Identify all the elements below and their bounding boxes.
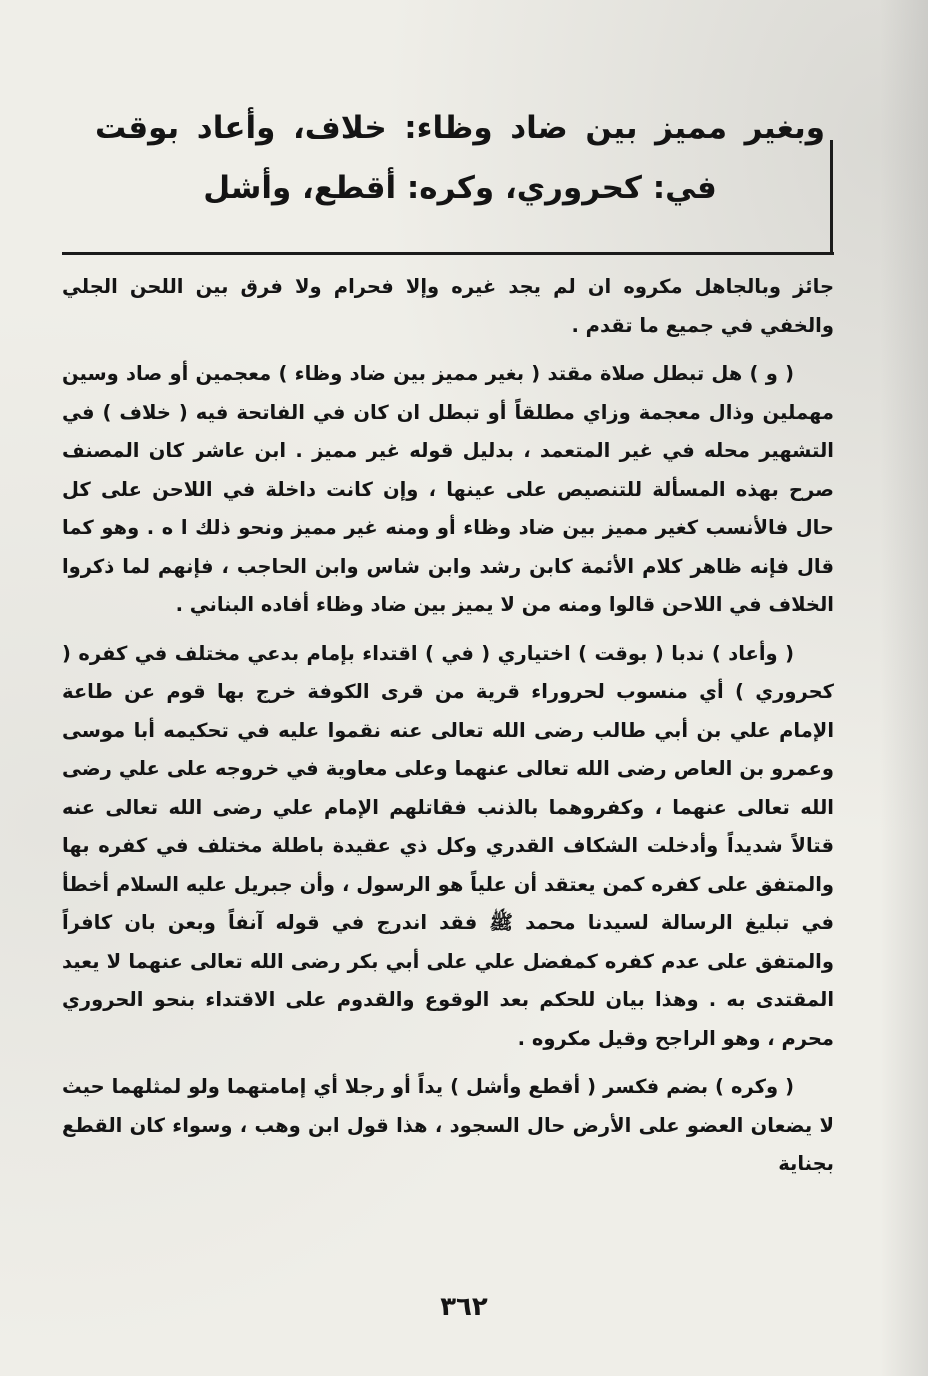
page-number: ٣٦٢ xyxy=(440,1292,488,1322)
commentary-paragraph: ( و ) هل تبطل صلاة مقتد ( بغير مميز بين ضاد وظاء ) معجمين أو صاد وسين مهملين وذال معجمة وزاي مطلقاً أو تبطل ان كان في الفاتحة فيه ( خلاف ) في التشهير محله في غير المتعمد ، بدليل قوله غير مميز . ابن عاشر كان المصنف صرح بهذه المسألة للتنصيص على عينها ، وإن كانت داخلة في اللاحن على كل حال فالأنسب كغير مميز بين ضاد وظاء أو ومنه غير مميز ونحو ذلك ا ه . وهو كما قال فإنه ظاهر كلام الأئمة كابن رشد وابن شاس وابن الحاجب ، فإنهم لما ذكروا الخلاف في اللاحن قالوا ومنه من لا يميز بين ضاد وظاء أفاده البناني . xyxy=(62,362,834,616)
page-edge-shadow xyxy=(880,0,928,1376)
commentary-paragraph: جائز وبالجاهل مكروه ان لم يجد غيره وإلا فحرام ولا فرق بين اللحن الجلي والخفي في جميع ما تقدم . xyxy=(62,275,834,337)
section-divider xyxy=(62,252,834,255)
commentary-body xyxy=(62,268,834,1194)
commentary-paragraph: ( وأعاد ) ندبا ( بوقت ) اختياري ( في ) اقتداء بإمام بدعي مختلف في كفره ( كحروري ) أي منسوب لحروراء قرية من قرى الكوفة خرج بها قوم عن طاعة الإمام علي بن أبي طالب رضى الله تعالى عنه نقموا عليه في تحكيمه أبا موسى وعمرو بن العاص رضى الله تعالى عنهما وعلى معاوية في خروجه على علي رضى الله تعالى عنهما ، وكفروهما بالذنب فقاتلهم الإمام علي رضى الله تعالى عنه قتالاً شديداً وأدخلت الشكاف القدري وكل ذي عقيدة باطلة مختلف في كفره بها والمتفق على كفره كمن يعتقد أن علياً هو الرسول ، وأن جبريل عليه السلام أخطأ في تبليغ الرسالة لسيدنا محمد ﷺ فقد اندرج في قوله آنفاً وبعن بان كافراً والمتفق على عدم كفره كمفضل علي على أبي بكر رضى الله تعالى عنهما لا يعيد المقتدى به . وهذا بيان للحكم بعد الوقوع والقدوم على الاقتداء بنحو الحروري محرم ، وهو الراجح وقيل مكروه . xyxy=(62,641,834,1050)
matn-verse: وبغير مميز بين ضاد وظاء: خلاف، وأعاد بوقت في: كحروري، وكره: أقطع، وأشل xyxy=(95,110,825,206)
matn-side-bar xyxy=(830,140,833,255)
commentary-paragraph: ( وكره ) بضم فكسر ( أقطع وأشل ) يداً أو رجلا أي إمامتهما ولو لمثلهما حيث لا يضعان العضو على الأرض حال السجود ، هذا قول ابن وهب ، وسواء كان القطع بجناية xyxy=(62,1075,834,1175)
